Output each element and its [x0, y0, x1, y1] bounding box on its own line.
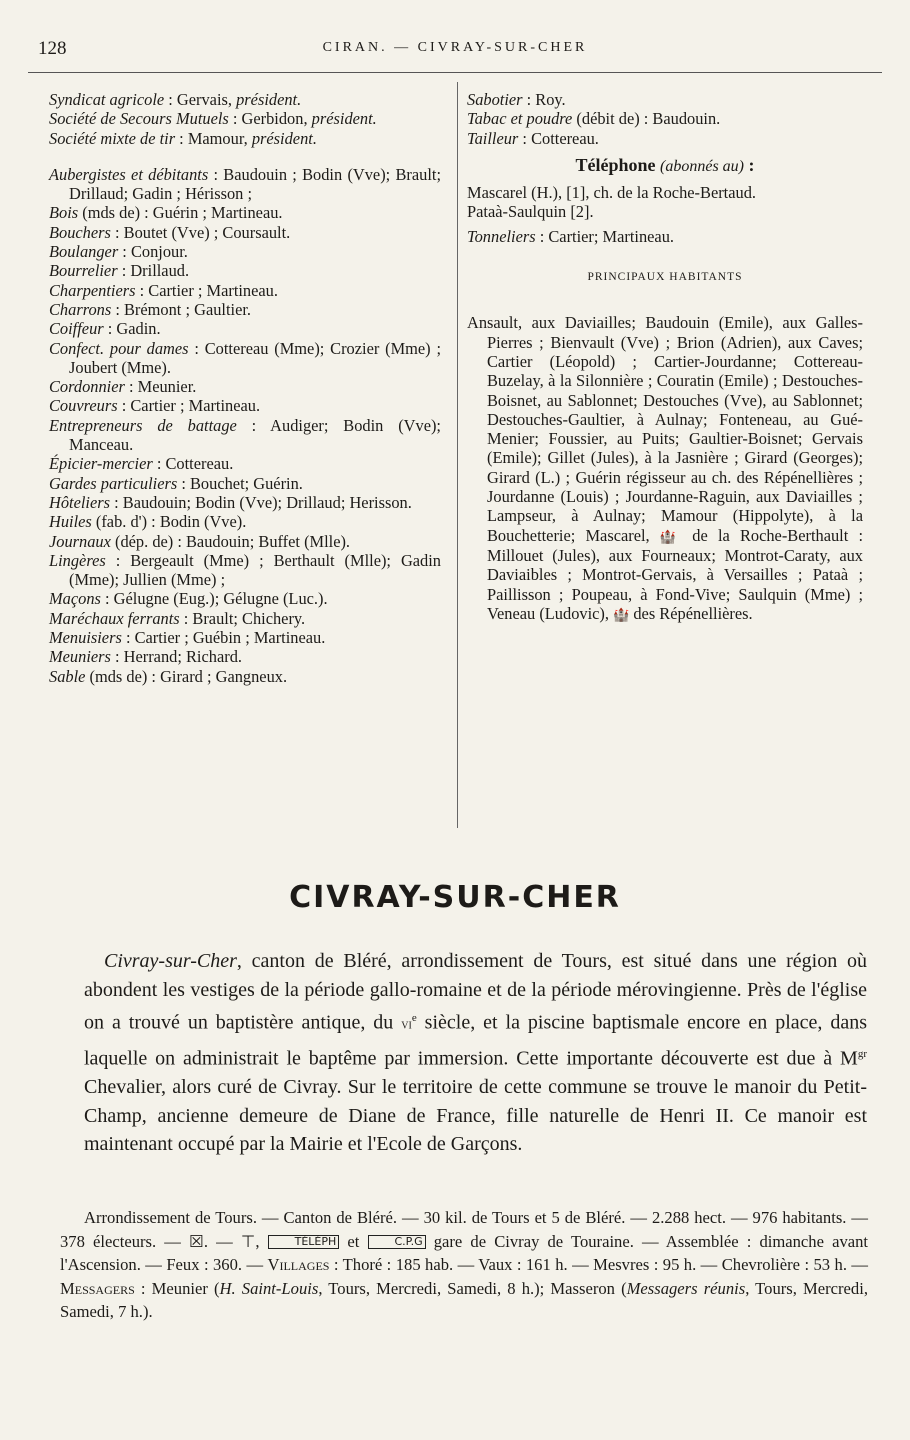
running-header: [0, 38, 910, 62]
directory-entry: Cordonnier : Meunier.: [49, 377, 197, 397]
directory-entry: Entrepreneurs de battage : Audiger; Bodin (Vve); Manceau.: [49, 415, 441, 455]
directory-entry: Épicier-mercier : Cottereau.: [49, 454, 234, 474]
directory-entry: Maréchaux ferrants : Brault; Chichery.: [49, 608, 306, 628]
directory-entry: Boulanger : Conjour.: [49, 242, 188, 262]
directory-entry: Couvreurs : Cartier ; Martineau.: [49, 396, 261, 416]
directory-entry: Maçons : Gélugne (Eug.); Gélugne (Luc.).: [49, 589, 328, 609]
section-title: CIVRAY-SUR-CHER: [289, 880, 621, 915]
directory-entry: Charpentiers : Cartier ; Martineau.: [49, 280, 278, 300]
directory-entry: Tailleur : Cottereau.: [467, 128, 599, 148]
directory-entry: Menuisiers : Cartier ; Guébin ; Martineau.: [49, 628, 326, 648]
section-paragraph: Civray-sur-Cher, canton de Bléré, arrondissement de Tours, est situé dans une région où abondent les vestiges de la période gallo-romaine et de la période mérovingienne. Près de l'église on a trouvé un baptistère antique, du $vi^e$ siècle, et la piscine baptismale encore en place, dans laquelle on administrait le baptême par immersion. Cette importante découverte est due à $M^{gr}$ Chevalier, alors curé de Civray. Sur le territoire de cette commune se trouve le manoir du Petit-Champ, ancienne demeure de Diane de France, fille naturelle de Henri II. Ce manoir est maintenant occupé par la Mairie et l'Ecole de Garçons.: [84, 950, 867, 1156]
directory-entry: Huiles (fab. d') : Bodin (Vve).: [49, 512, 247, 532]
principaux-heading: PRINCIPAUX HABITANTS: [587, 271, 743, 284]
directory-entry: Journaux (dép. de) : Baudouin; Buffet (Mlle).: [49, 531, 351, 551]
left-column: [49, 90, 441, 686]
directory-entry: Sabotier : Roy.: [467, 90, 566, 109]
directory-entry: Confect. pour dames : Cottereau (Mme); Crozier (Mme) ; Joubert (Mme).: [49, 338, 442, 377]
directory-entry: Aubergistes et débitants : Baudouin ; Bodin (Vve); Brault; Drillaud; Gadin ; Hérisson ;: [49, 164, 441, 204]
directory-entry: Tabac et poudre (débit de) : Baudouin.: [467, 109, 721, 129]
directory-entry: Tonneliers : Cartier; Martineau.: [467, 226, 674, 246]
directory-entry: Hôteliers : Baudouin; Bodin (Vve); Drillaud; Herisson.: [49, 492, 412, 512]
directory-entry: Meuniers : Herrand; Richard.: [49, 647, 242, 667]
commune-info: Arrondissement de Tours. — Canton de Bléré. — 30 kil. de Tours et 5 de Bléré. — 2.288 hect. — 976 habitants. — 378 électeurs. — ☒. — ⊤, TÉLÉPH et C.P.G gare de Civray de Touraine. — Assemblée : dimanche avant l'Ascension. — Feux : 360. — Villages : Thoré : 185 hab. — Vaux : 161 h. — Mesvres : 95 h. — Chevrolière : 53 h. — Messagers : Meunier (H. Saint-Louis, Tours, Mercredi, Samedi, 8 h.); Masseron (Messagers réunis, Tours, Mercredi, Samedi, 7 h.).: [60, 1208, 869, 1322]
header-rule: [28, 72, 882, 73]
directory-entry: Syndicat agricole : Gervais, président.: [49, 90, 302, 109]
directory-entry: Lingères : Bergeault (Mme) ; Berthault (Mlle); Gadin (Mme); Jullien (Mme) ;: [49, 550, 441, 590]
chateau-icon: 🏰: [613, 606, 630, 622]
telephone-box: TÉLÉPH: [268, 1235, 340, 1249]
telegraph-icon: ⊤: [240, 1231, 256, 1251]
directory-entry: Bois (mds de) : Guérin ; Martineau.: [49, 203, 283, 223]
directory-entry: Société mixte de tir : Mamour, président.: [49, 128, 317, 148]
telephone-heading: Téléphone (abonnés au) :: [575, 154, 755, 175]
directory-entry: Charrons : Brémont ; Gaultier.: [49, 299, 252, 319]
right-column: [467, 90, 863, 624]
directory-entry: Bouchers : Boutet (Vve) ; Coursault.: [49, 222, 291, 242]
telephone-entry: Pataà-Saulquin [2].: [467, 202, 594, 222]
directory-entry: Coiffeur : Gadin.: [49, 319, 161, 339]
directory-entry: Gardes particuliers : Bouchet; Guérin.: [49, 473, 303, 493]
column-rule: [457, 82, 458, 828]
postal-icon: ☒: [188, 1231, 204, 1251]
directory-entry: Société de Secours Mutuels : Gerbidon, président.: [49, 109, 377, 129]
directory-entry: Sable (mds de) : Girard ; Gangneux.: [49, 666, 288, 686]
running-title: CIRAN. — CIVRAY-SUR-CHER: [322, 40, 588, 55]
principaux-habitants-list: Ansault, aux Daviailles; Baudouin (Emile), aux Galles-Pierres ; Bienvault (Vve) ; Brion (Adrien), aux Caves; Cartier (Léopold) ; Cartier-Jourdanne; Cottereau-Buzelay, à la Silonnière ; Couratin (Emile) ; Destouches-Boisnet, au Sablonnet; Destouches (Vve), au Sablonnet; Destouches-Gaultier, à Aulnay; Fonteneau, au Gué-Menier; Foussier, au Puits; Gaultier-Boisnet; Gervais (Emile); Gillet (Jules), à la Jasnière ; Girard (Georges); Girard (L.) ; Guérin régisseur au ch. des Répénellières ; Jourdanne (Louis) ; Jourdanne-Raguin, aux Daviailles ; Lampseur, à Aulnay; Mamour (Hippolyte), à la Bouchetterie; Mascarel, 🏰 de la Roche-Berthault : Millouet (Jules), aux Fourneaux; Montrot-Caraty, aux Daviaibles ; Montrot-Gervais, à Versailles ; Pataà ; Paillisson ; Poupeau, à Fond-Vive; Saulquin (Mme) ; Veneau (Ludovic), 🏰 des Répénellières.: [467, 313, 864, 623]
cpg-box: C.P.G: [368, 1235, 426, 1249]
chateau-icon: 🏰: [659, 528, 683, 544]
directory-entry: Bourrelier : Drillaud.: [49, 261, 190, 281]
spacer: [49, 148, 441, 165]
page-number: 128: [38, 38, 67, 59]
telephone-entry: Mascarel (H.), [1], ch. de la Roche-Bertaud.: [467, 183, 756, 203]
